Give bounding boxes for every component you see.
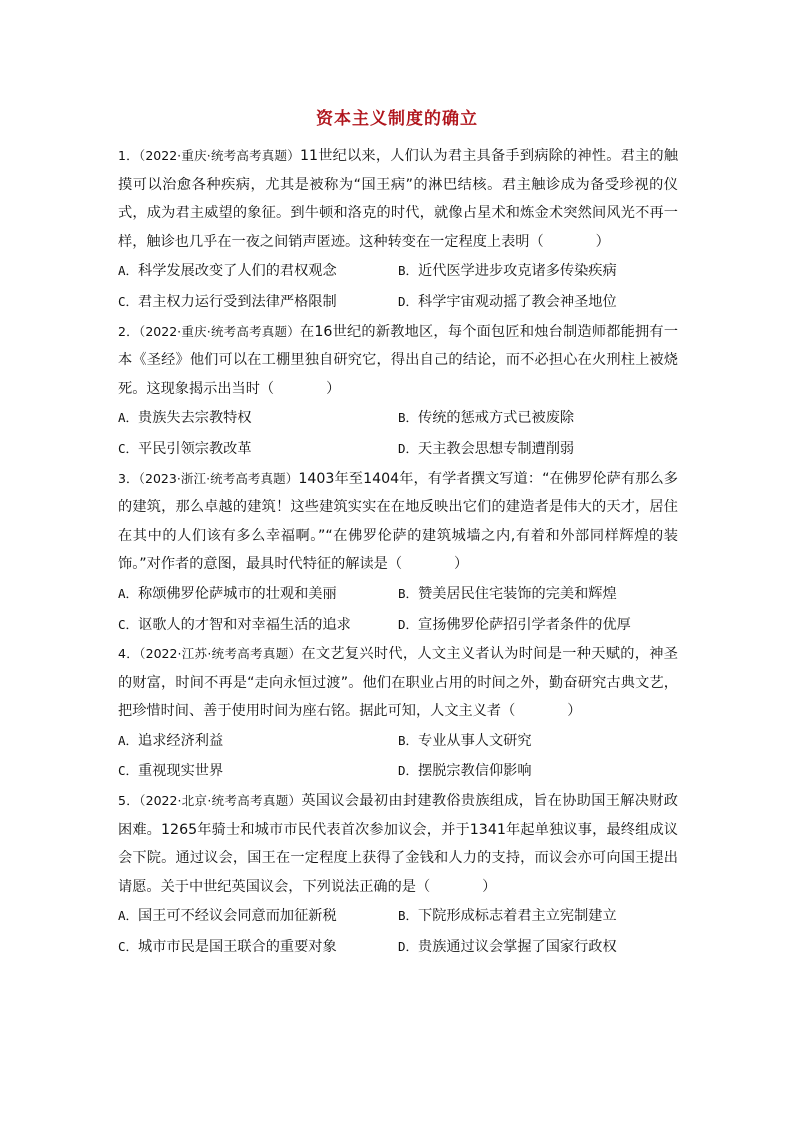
option-letter: B． bbox=[398, 410, 419, 426]
option-text: 君主权力运行受到法律严格限制 bbox=[138, 293, 337, 310]
question-stem bbox=[118, 142, 678, 256]
option-text: 称颂佛罗伦萨城市的壮观和美丽 bbox=[138, 585, 337, 602]
option-letter: B． bbox=[398, 263, 419, 279]
option-a[interactable] bbox=[118, 726, 398, 757]
option-c[interactable] bbox=[118, 756, 398, 787]
document-title: 资本主义制度的确立 bbox=[316, 109, 478, 129]
option-letter: D． bbox=[398, 939, 419, 955]
option-letter: A． bbox=[118, 585, 139, 601]
option-a[interactable] bbox=[118, 901, 398, 932]
option-text: 贵族失去宗教特权 bbox=[138, 410, 252, 427]
question-source: （2022·重庆·统考高考真题） bbox=[138, 148, 300, 163]
option-text: 赞美居民住宅装饰的完美和辉煌 bbox=[418, 585, 617, 602]
option-text: 下院形成标志着君主立宪制建立 bbox=[418, 908, 617, 925]
question-stem bbox=[118, 465, 678, 579]
question-number: 2． bbox=[118, 323, 139, 339]
question-text: 英国议会最初由封建教俗贵族组成，旨在协助国王解决财政困难。1265年骑士和城市市民代表首次参加议会，并于1341年起单独议事，最终组成议会下院。通过议会，国王在一定程度上获得了金钱和人力的支持，而议会亦可向国王提出请愿。关于中世纪英国议会，下列说法正确的是（ bbox=[118, 793, 678, 895]
question-close-paren: ） bbox=[326, 380, 341, 397]
option-letter: B． bbox=[398, 585, 419, 601]
option-c[interactable] bbox=[118, 610, 398, 641]
option-b[interactable] bbox=[398, 579, 678, 610]
question-source: （2022·北京·统考高考真题） bbox=[139, 793, 302, 809]
question-text: 11世纪以来，人们认为君主具备手到病除的神性。君主的触摸可以治愈各种疾病，尤其是被称为“国王病”的淋巴结核。君主触诊成为备受珍视的仪式，成为君主威望的象征。到牛顿和洛克的时代，就像占星术和炼金术突然间风光不再一样，触诊也几乎在一夜之间销声匿迹。这种转变在一定程度上表明（ bbox=[118, 148, 679, 250]
option-text: 天主教会思想专制遭削弱 bbox=[418, 440, 575, 457]
option-letter: D． bbox=[398, 763, 419, 779]
question-number: 1． bbox=[118, 148, 139, 163]
option-list bbox=[118, 403, 678, 464]
option-a[interactable] bbox=[118, 579, 398, 610]
option-b[interactable] bbox=[398, 403, 678, 434]
option-letter: D． bbox=[398, 293, 419, 309]
question-2 bbox=[118, 318, 678, 465]
option-text: 专业从事人文研究 bbox=[418, 732, 532, 749]
question-stem bbox=[118, 787, 678, 901]
question-4 bbox=[118, 640, 678, 787]
question-close-paren: ） bbox=[482, 878, 497, 895]
option-list bbox=[118, 256, 678, 317]
question-close-paren: ） bbox=[595, 233, 610, 250]
question-source: （2023·浙江·统考高考真题） bbox=[138, 470, 299, 486]
question-source: （2022·江苏·统考高考真题） bbox=[139, 646, 302, 662]
option-a[interactable] bbox=[118, 256, 398, 287]
option-text: 贵族通过议会掌握了国家行政权 bbox=[418, 939, 617, 956]
question-5 bbox=[118, 787, 678, 963]
option-text: 城市市民是国王联合的重要对象 bbox=[138, 939, 337, 956]
option-letter: B． bbox=[398, 732, 419, 748]
option-letter: D． bbox=[398, 616, 419, 632]
option-text: 摆脱宗教信仰影响 bbox=[418, 763, 532, 780]
option-letter: C． bbox=[118, 440, 139, 456]
option-b[interactable] bbox=[398, 256, 678, 287]
option-letter: C． bbox=[118, 939, 139, 955]
question-number: 5． bbox=[118, 793, 140, 809]
question-text: 在16世纪的新教地区，每个面包匠和烛台制造师都能拥有一本《圣经》他们可以在工棚里独自研究它，得出自己的结论，而不必担心在火刑柱上被烧死。这现象揭示出当时（ bbox=[118, 323, 679, 397]
option-text: 近代医学进步攻克诸多传染疾病 bbox=[418, 263, 617, 280]
option-text: 传统的惩戒方式已被废除 bbox=[418, 410, 575, 427]
option-text: 追求经济利益 bbox=[138, 732, 224, 749]
option-list bbox=[118, 726, 678, 787]
option-text: 平民引领宗教改革 bbox=[138, 440, 252, 457]
option-letter: C． bbox=[118, 293, 139, 309]
option-b[interactable] bbox=[398, 901, 678, 932]
option-letter: D． bbox=[398, 440, 419, 456]
option-letter: A． bbox=[118, 410, 139, 426]
option-b[interactable] bbox=[398, 726, 678, 757]
option-letter: A． bbox=[118, 263, 139, 279]
option-text: 科学发展改变了人们的君权观念 bbox=[138, 263, 337, 280]
question-close-paren: ） bbox=[454, 556, 469, 573]
question-close-paren: ） bbox=[567, 703, 582, 720]
question-number: 3． bbox=[118, 470, 139, 486]
question-3 bbox=[118, 465, 678, 641]
option-list bbox=[118, 901, 678, 962]
option-letter: A． bbox=[118, 732, 139, 748]
question-text: 1403年至1404年，有学者撰文写道：“在佛罗伦萨有那么多的建筑，那么卓越的建筑！这些建筑实实在在地反映出它们的建造者是伟大的天才，居住在其中的人们该有多么幸福啊。”“在佛罗伦萨的建筑城墙之内,有着和外部同样辉煌的装饰。”对作者的意图，最具时代特征的解读是（ bbox=[118, 470, 678, 573]
question-source: （2022·重庆·统考高考真题） bbox=[138, 323, 300, 339]
option-d[interactable] bbox=[398, 610, 678, 641]
option-text: 宣扬佛罗伦萨招引学者条件的优厚 bbox=[418, 616, 631, 633]
option-text: 讴歌人的才智和对幸福生活的追求 bbox=[138, 616, 351, 633]
option-d[interactable] bbox=[398, 287, 678, 318]
option-text: 国王可不经议会同意而加征新税 bbox=[138, 908, 337, 925]
option-d[interactable] bbox=[398, 434, 678, 465]
question-1 bbox=[118, 142, 678, 318]
option-letter: B． bbox=[398, 908, 419, 924]
option-text: 重视现实世界 bbox=[138, 763, 224, 780]
question-text: 在文艺复兴时代，人文主义者认为时间是一种天赋的，神圣的财富，时间不再是“走向永恒过渡”。他们在职业占用的时间之外，勤奋研究古典文艺，把珍惜时间、善于使用时间为座右铭。据此可知，人文主义者（ bbox=[118, 646, 678, 720]
question-stem bbox=[118, 318, 678, 404]
option-c[interactable] bbox=[118, 287, 398, 318]
option-d[interactable] bbox=[398, 756, 678, 787]
option-a[interactable] bbox=[118, 403, 398, 434]
option-list bbox=[118, 579, 678, 640]
option-c[interactable] bbox=[118, 932, 398, 963]
option-c[interactable] bbox=[118, 434, 398, 465]
option-d[interactable] bbox=[398, 932, 678, 963]
option-letter: C． bbox=[118, 763, 139, 779]
option-letter: A． bbox=[118, 908, 139, 924]
option-text: 科学宇宙观动摇了教会神圣地位 bbox=[418, 293, 617, 310]
option-letter: C． bbox=[118, 616, 139, 632]
question-number: 4． bbox=[118, 646, 140, 662]
question-list bbox=[118, 142, 678, 963]
question-stem bbox=[118, 640, 678, 726]
